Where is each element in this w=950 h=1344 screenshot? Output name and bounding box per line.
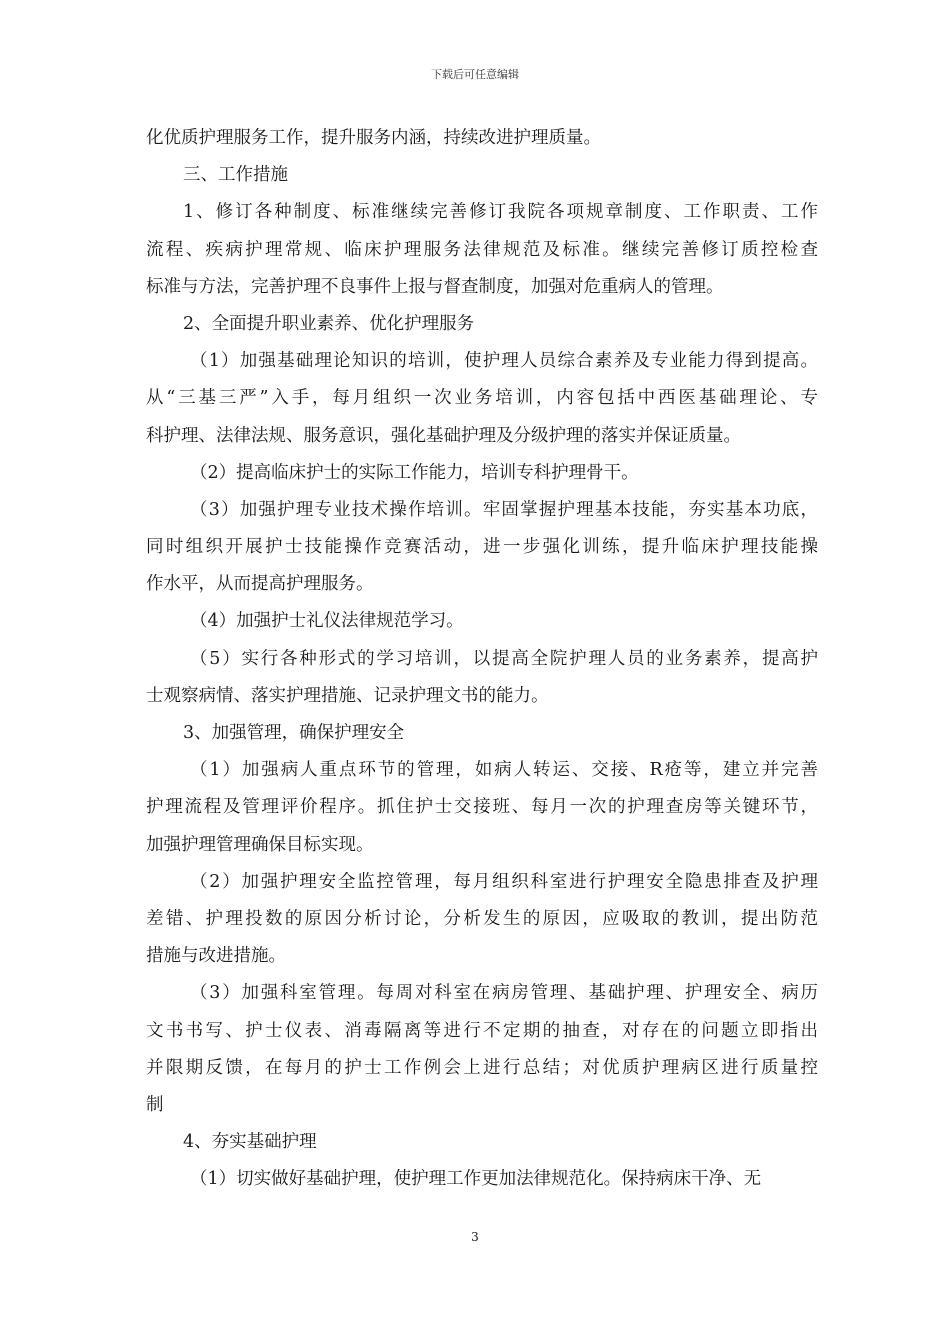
text-line: （2）提高临床护士的实际工作能力，培训专科护理骨干。 bbox=[190, 462, 639, 483]
text-line: 1、修订各种制度、标准继续完善修订我院各项规章制度、工作职责、工作 bbox=[183, 202, 818, 223]
text-line: 化优质护理服务工作，提升服务内涵，持续改进护理质量。 bbox=[146, 128, 601, 148]
text-line: （4）加强护士礼仪法律规范学习。 bbox=[190, 611, 464, 632]
text-line: 护理流程及管理评价程序。抓住护士交接班、每月一次的护理查房等关键环节， bbox=[146, 797, 818, 818]
text-line: 流程、疾病护理常规、临床护理服务法律规范及标准。继续完善修订质控检查 bbox=[146, 239, 818, 260]
text-line: （5）实行各种形式的学习培训，以提高全院护理人员的业务素养，提高护 bbox=[190, 648, 818, 669]
subsection-heading: 4、夯实基础护理 bbox=[183, 1132, 317, 1153]
text-line: （1）切实做好基础护理，使护理工作更加法律规范化。保持病床干净、无 bbox=[190, 1169, 762, 1190]
text-line: 并限期反馈，在每月的护士工作例会上进行总结；对优质护理病区进行质量控 bbox=[146, 1057, 818, 1078]
text-line: 措施与改进措施。 bbox=[146, 946, 286, 967]
text-line: （3）加强科室管理。每周对科室在病房管理、基础护理、护理安全、病历 bbox=[190, 983, 818, 1004]
text-line: 标准与方法，完善护理不良事件上报与督查制度，加强对危重病人的管理。 bbox=[146, 276, 724, 297]
text-line: （1）加强基础理论知识的培训，使护理人员综合素养及专业能力得到提高。 bbox=[190, 351, 818, 372]
text-line: （3）加强护理专业技术操作培训。牢固掌握护理基本技能，夯实基本功底， bbox=[190, 499, 818, 520]
subsection-heading: 2、全面提升职业素养、优化护理服务 bbox=[183, 313, 475, 334]
text-line: （2）加强护理安全监控管理，每月组织科室进行护理安全隐患排查及护理 bbox=[190, 871, 818, 892]
text-line: 加强护理管理确保目标实现。 bbox=[146, 834, 374, 855]
text-line: 文书书写、护士仪表、消毒隔离等进行不定期的抽查，对存在的问题立即指出 bbox=[146, 1020, 818, 1041]
text-line: 制 bbox=[146, 1094, 164, 1115]
text-line: 作水平，从而提高护理服务。 bbox=[146, 574, 374, 595]
text-line: 科护理、法律法规、服务意识，强化基础护理及分级护理的落实并保证质量。 bbox=[146, 425, 741, 446]
section-heading: 三、工作措施 bbox=[183, 165, 288, 186]
text-line: （1）加强病人重点环节的管理，如病人转运、交接、R疮等，建立并完善 bbox=[190, 760, 818, 781]
document-body bbox=[146, 120, 818, 1198]
text-line: 从“三基三严”入手，每月组织一次业务培训，内容包括中西医基础理论、专 bbox=[146, 388, 818, 409]
text-line: 同时组织开展护士技能操作竞赛活动，进一步强化训练，提升临床护理技能操 bbox=[146, 537, 818, 558]
text-line: 士观察病情、落实护理措施、记录护理文书的能力。 bbox=[146, 685, 549, 706]
text-line: 差错、护理投数的原因分析讨论，分析发生的原因，应吸取的教训，提出防范 bbox=[146, 908, 818, 929]
page-header: 下载后可任意编辑 bbox=[431, 68, 519, 81]
page-number: 3 bbox=[471, 1230, 479, 1244]
subsection-heading: 3、加强管理，确保护理安全 bbox=[183, 723, 405, 743]
